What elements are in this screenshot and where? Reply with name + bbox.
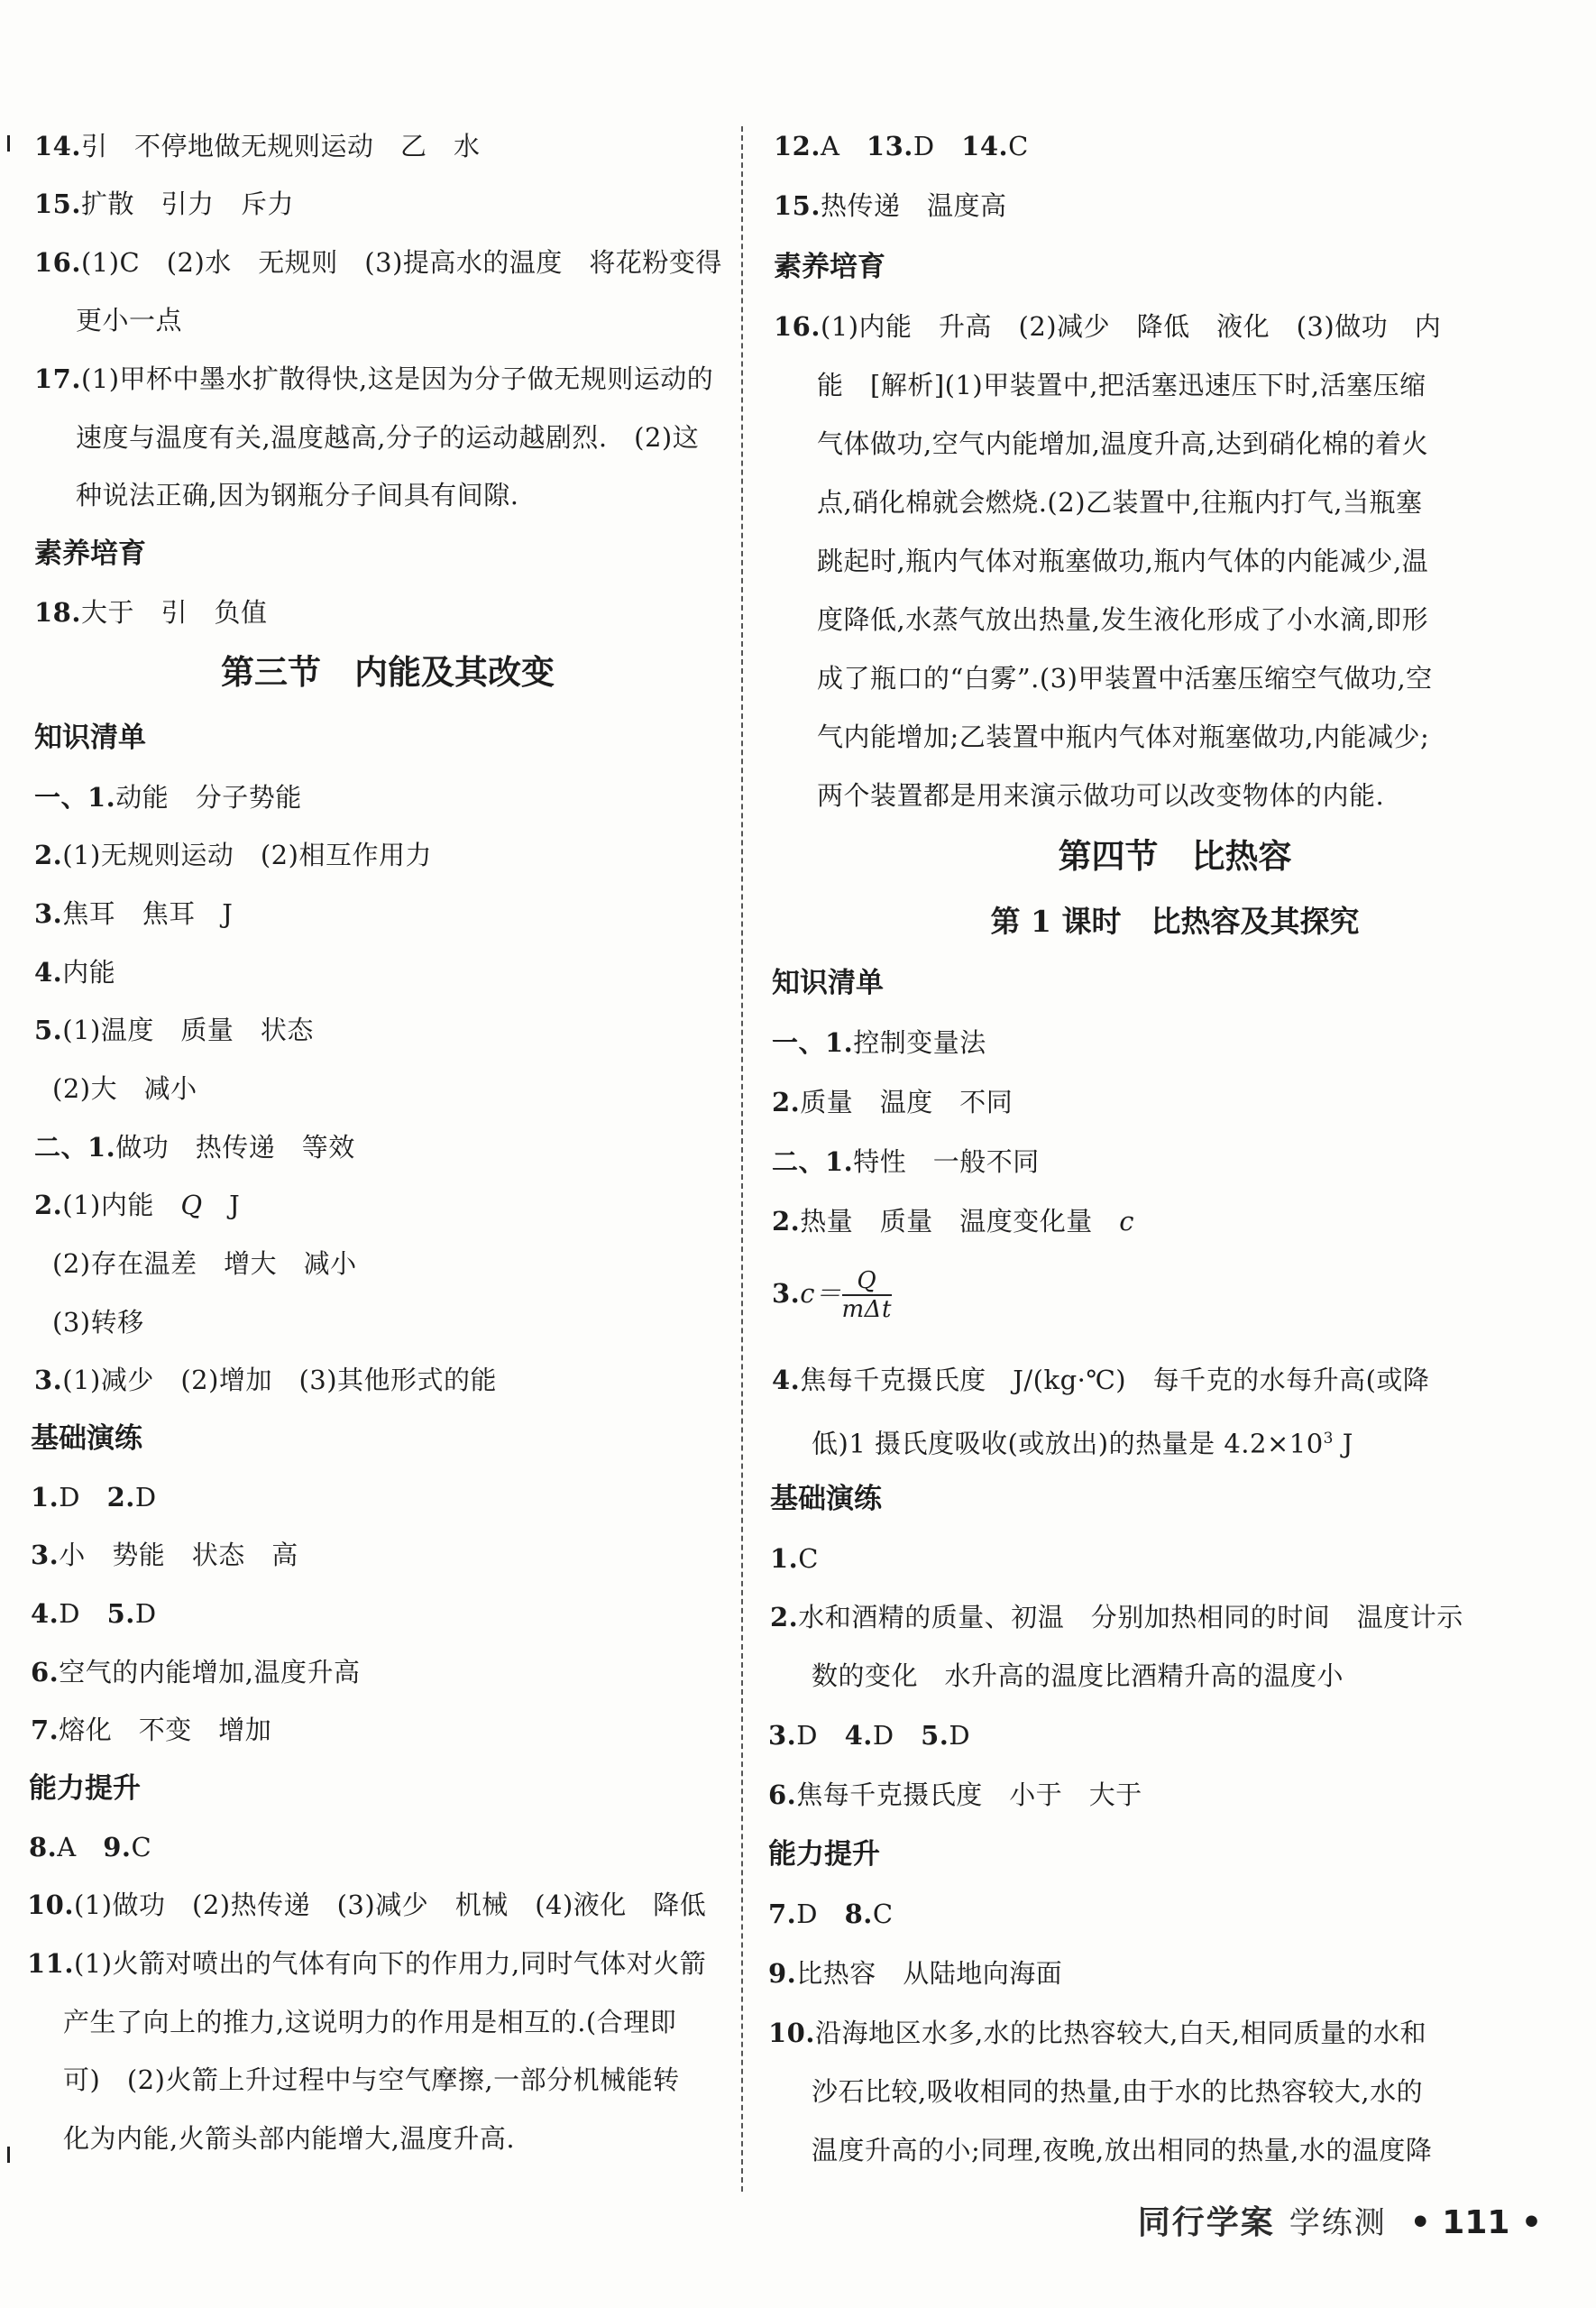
item-text: 焦耳 焦耳 J bbox=[62, 898, 234, 929]
answer-n11-line4: 化为内能,火箭头部内能增大,温度升高. bbox=[63, 2123, 516, 2154]
answer-text: D bbox=[949, 1720, 971, 1751]
heading-jichu-yanlian: 基础演练 bbox=[770, 1483, 882, 1515]
knowledge-1-2 bbox=[34, 837, 432, 873]
answer-q14 bbox=[34, 128, 480, 164]
knowledge-1-1 bbox=[772, 1025, 986, 1061]
item-number: 二、1. bbox=[34, 1132, 116, 1163]
answer-text: (1)内能 升高 (2)减少 降低 液化 (3)做功 内 bbox=[820, 311, 1442, 342]
fraction-denominator: mΔt bbox=[841, 1296, 892, 1323]
answer-text: D bbox=[872, 1720, 894, 1751]
item-text: 焦每千克摄氏度 J/(kg·℃) 每千克的水每升高(或降 bbox=[800, 1365, 1430, 1395]
answer-r16-line4: 点,硝化棉就会燃烧.(2)乙装置中,往瓶内打气,当瓶塞 bbox=[817, 487, 1423, 518]
question-number: 15. bbox=[34, 189, 81, 219]
answer-text: C bbox=[1008, 131, 1029, 161]
item-number: 3. bbox=[34, 1365, 63, 1395]
answer-n7-n8 bbox=[768, 1896, 894, 1932]
question-number: 5. bbox=[921, 1720, 949, 1751]
question-number: 17. bbox=[34, 363, 81, 394]
item-number: 3. bbox=[772, 1278, 801, 1309]
knowledge-2-2 bbox=[34, 1187, 240, 1223]
heading-jichu-yanlian: 基础演练 bbox=[31, 1422, 142, 1455]
question-number: 7. bbox=[768, 1899, 797, 1929]
answer-b7 bbox=[31, 1712, 271, 1748]
item-text: (1)温度 质量 状态 bbox=[62, 1015, 314, 1045]
question-number: 7. bbox=[31, 1715, 60, 1745]
item-text: 控制变量法 bbox=[853, 1027, 986, 1058]
answer-r15 bbox=[774, 188, 1006, 224]
lesson-title-1: 第 1 课时 比热容及其探究 bbox=[990, 904, 1360, 939]
question-number: 18. bbox=[34, 597, 81, 628]
knowledge-2-2b: (2)存在温差 增大 减小 bbox=[52, 1248, 357, 1279]
knowledge-2-4-line2 bbox=[812, 1421, 1353, 1462]
item-number: 4. bbox=[34, 957, 63, 988]
answer-text: C bbox=[131, 1832, 152, 1862]
answer-text: 焦每千克摄氏度 小于 大于 bbox=[796, 1779, 1142, 1810]
answer-q16-line1 bbox=[34, 244, 722, 280]
question-number: 1. bbox=[31, 1482, 60, 1513]
question-number: 1. bbox=[770, 1543, 799, 1574]
answer-text: D bbox=[134, 1482, 157, 1513]
answer-n10 bbox=[27, 1887, 706, 1923]
knowledge-1-1 bbox=[34, 779, 302, 815]
item-number: 二、1. bbox=[772, 1146, 854, 1177]
answer-q16-line2: 更小一点 bbox=[76, 305, 183, 336]
knowledge-2-2c: (3)转移 bbox=[52, 1307, 144, 1338]
answer-n11-line1 bbox=[27, 1945, 706, 1982]
footer-brand: 同行学案 bbox=[1137, 2204, 1275, 2241]
knowledge-1-5 bbox=[34, 1012, 314, 1048]
question-number: 8. bbox=[844, 1899, 873, 1929]
question-number: 14. bbox=[34, 131, 81, 161]
item-text: 热量 质量 温度变化量 bbox=[800, 1206, 1120, 1237]
question-number: 12. bbox=[774, 131, 821, 161]
answer-r16-line2: 能 [解析](1)甲装置中,把活塞迅速压下时,活塞压缩 bbox=[817, 370, 1426, 400]
section-title-3: 第三节 内能及其改变 bbox=[221, 653, 555, 692]
answer-text: 空气的内能增加,温度升高 bbox=[59, 1657, 361, 1687]
question-number: 9. bbox=[103, 1832, 132, 1862]
answer-r16-line1 bbox=[774, 308, 1441, 345]
heading-suyang-peiyu: 素养培育 bbox=[34, 538, 146, 570]
question-number: 16. bbox=[774, 311, 821, 342]
item-number: 3. bbox=[34, 898, 63, 929]
question-number: 14. bbox=[961, 131, 1009, 161]
item-text: 低)1 摄氏度吸收(或放出)的热量是 4.2×10 bbox=[812, 1428, 1324, 1459]
answer-text: 水和酒精的质量、初温 分别加热相同的时间 温度计示 bbox=[798, 1602, 1463, 1632]
section-title-4: 第四节 比热容 bbox=[1058, 837, 1292, 876]
item-text: (1)无规则运动 (2)相互作用力 bbox=[62, 840, 432, 870]
answer-n8-n9 bbox=[29, 1829, 151, 1865]
heading-suyang-peiyu: 素养培育 bbox=[774, 251, 885, 283]
item-number: 一、1. bbox=[772, 1027, 854, 1058]
answer-n10-line1 bbox=[768, 2015, 1426, 2051]
answer-text: D bbox=[59, 1598, 81, 1629]
answer-text: A bbox=[57, 1832, 77, 1862]
knowledge-2-4-line1 bbox=[772, 1362, 1429, 1398]
answer-b3 bbox=[31, 1537, 298, 1573]
knowledge-1-2 bbox=[772, 1084, 1013, 1120]
answer-text: (1)火箭对喷出的气体有向下的作用力,同时气体对火箭 bbox=[73, 1948, 707, 1979]
item-number: 2. bbox=[34, 840, 63, 870]
answer-b2-line2: 数的变化 水升高的温度比酒精升高的温度小 bbox=[812, 1660, 1344, 1691]
answer-r16-line7: 成了瓶口的“白雾”.(3)甲装置中活塞压缩空气做功,空 bbox=[817, 663, 1433, 694]
answer-r16-line8: 气内能增加;乙装置中瓶内气体对瓶塞做功,内能减少; bbox=[817, 722, 1430, 752]
answer-text: 沿海地区水多,水的比热容较大,白天,相同质量的水和 bbox=[814, 2018, 1427, 2048]
answer-text: 小 势能 状态 高 bbox=[59, 1540, 298, 1570]
answer-q17-line2: 速度与温度有关,温度越高,分子的运动越剧烈. (2)这 bbox=[76, 422, 700, 453]
heading-zhishi-qingdan: 知识清单 bbox=[34, 722, 146, 754]
knowledge-2-3-formula bbox=[772, 1266, 892, 1323]
heading-nengli-tisheng: 能力提升 bbox=[29, 1772, 141, 1805]
question-number: 3. bbox=[768, 1720, 797, 1751]
item-text: 质量 温度 不同 bbox=[800, 1087, 1014, 1117]
answer-r16-line6: 度降低,水蒸气放出热量,发生液化形成了小水滴,即形 bbox=[817, 604, 1429, 635]
question-number: 4. bbox=[31, 1598, 60, 1629]
answer-text: A bbox=[820, 131, 840, 161]
edge-mark-top bbox=[7, 135, 10, 152]
answer-text: 比热容 从陆地向海面 bbox=[796, 1958, 1063, 1989]
heading-zhishi-qingdan: 知识清单 bbox=[772, 967, 884, 999]
answer-r16-line3: 气体做功,空气内能增加,温度升高,达到硝化棉的着火 bbox=[817, 428, 1429, 459]
answer-text: (1)做功 (2)热传递 (3)减少 机械 (4)液化 降低 bbox=[73, 1890, 707, 1920]
answer-q15 bbox=[34, 186, 294, 222]
answer-b3-b5 bbox=[768, 1717, 970, 1753]
formula-lhs: c＝ bbox=[800, 1278, 842, 1309]
question-number: 2. bbox=[770, 1602, 799, 1632]
answer-text: 扩散 引力 斥力 bbox=[80, 189, 294, 219]
item-text: 特性 一般不同 bbox=[853, 1146, 1040, 1177]
answer-text: 引 不停地做无规则运动 乙 水 bbox=[80, 131, 481, 161]
item-text: 内能 bbox=[62, 957, 116, 988]
answer-text: D bbox=[796, 1720, 819, 1751]
question-number: 16. bbox=[34, 247, 81, 278]
question-number: 11. bbox=[27, 1948, 74, 1979]
question-number: 5. bbox=[106, 1598, 135, 1629]
answer-r16-line9: 两个装置都是用来演示做功可以改变物体的内能. bbox=[817, 780, 1385, 811]
item-text: (1)内能 bbox=[62, 1190, 181, 1220]
answer-text: (1)C (2)水 无规则 (3)提高水的温度 将花粉变得 bbox=[80, 247, 722, 278]
answer-n9 bbox=[768, 1955, 1062, 1991]
answer-text: D bbox=[796, 1899, 819, 1929]
question-number: 13. bbox=[866, 131, 913, 161]
question-number: 6. bbox=[768, 1779, 797, 1810]
answer-b1-b2 bbox=[31, 1479, 157, 1515]
answer-b4-b5 bbox=[31, 1595, 157, 1632]
answer-r12-r14 bbox=[774, 128, 1029, 164]
question-number: 2. bbox=[106, 1482, 135, 1513]
answer-text: D bbox=[59, 1482, 81, 1513]
knowledge-1-4 bbox=[34, 954, 115, 990]
answer-text: (1)甲杯中墨水扩散得快,这是因为分子做无规则运动的 bbox=[80, 363, 714, 394]
answer-b1 bbox=[770, 1540, 819, 1577]
answer-q18 bbox=[34, 594, 267, 630]
item-text: (1)减少 (2)增加 (3)其他形式的能 bbox=[62, 1365, 498, 1395]
item-number: 2. bbox=[34, 1190, 63, 1220]
symbol-c: c bbox=[1119, 1206, 1135, 1237]
answer-q17-line3: 种说法正确,因为钢瓶分子间具有间隙. bbox=[76, 480, 519, 510]
answer-n10-line2: 沙石比较,吸收相同的热量,由于水的比热容较大,水的 bbox=[812, 2076, 1424, 2107]
answer-b2-line1 bbox=[770, 1599, 1463, 1635]
answer-text: C bbox=[872, 1899, 894, 1929]
answer-n11-line3: 可) (2)火箭上升过程中与空气摩擦,一部分机械能转 bbox=[63, 2064, 680, 2095]
knowledge-2-3 bbox=[34, 1362, 497, 1398]
question-number: 8. bbox=[29, 1832, 58, 1862]
question-number: 3. bbox=[31, 1540, 60, 1570]
column-divider bbox=[741, 126, 743, 2192]
knowledge-2-1 bbox=[772, 1144, 1040, 1180]
fraction bbox=[842, 1267, 892, 1323]
item-text-tail: J bbox=[1333, 1428, 1353, 1459]
answer-q17-line1 bbox=[34, 361, 713, 397]
page-number: • 111 • bbox=[1409, 2204, 1542, 2241]
question-number: 10. bbox=[768, 2018, 815, 2048]
question-number: 10. bbox=[27, 1890, 74, 1920]
answer-text: 大于 引 负值 bbox=[80, 597, 268, 628]
answer-text: 熔化 不变 增加 bbox=[59, 1715, 272, 1745]
item-text: 动能 分子势能 bbox=[115, 782, 302, 813]
answer-text: C bbox=[798, 1543, 819, 1574]
item-number: 4. bbox=[772, 1365, 801, 1395]
edge-mark-bottom bbox=[7, 2147, 10, 2163]
answer-n10-line3: 温度升高的小;同理,夜晚,放出相同的热量,水的温度降 bbox=[812, 2135, 1433, 2165]
footer-subtitle: 学练测 bbox=[1289, 2205, 1387, 2241]
fraction-numerator: Q bbox=[842, 1267, 892, 1296]
answer-n11-line2: 产生了向上的推力,这说明力的作用是相互的.(合理即 bbox=[63, 2007, 677, 2037]
answer-b6 bbox=[768, 1777, 1142, 1813]
item-number: 一、1. bbox=[34, 782, 116, 813]
item-number: 2. bbox=[772, 1087, 801, 1117]
heading-nengli-tisheng: 能力提升 bbox=[768, 1838, 880, 1871]
question-number: 15. bbox=[774, 190, 821, 221]
answer-text: D bbox=[134, 1598, 157, 1629]
question-number: 9. bbox=[768, 1958, 797, 1989]
item-text: 做功 热传递 等效 bbox=[115, 1132, 355, 1163]
symbol-q: Q bbox=[180, 1190, 203, 1220]
exponent: 3 bbox=[1323, 1430, 1334, 1448]
knowledge-1-5b: (2)大 减小 bbox=[52, 1073, 197, 1104]
knowledge-2-1 bbox=[34, 1129, 355, 1165]
question-number: 4. bbox=[844, 1720, 873, 1751]
knowledge-1-3 bbox=[34, 896, 233, 932]
knowledge-2-2 bbox=[772, 1203, 1134, 1239]
item-text-tail: J bbox=[202, 1190, 241, 1220]
answer-r16-line5: 跳起时,瓶内气体对瓶塞做功,瓶内气体的内能减少,温 bbox=[817, 546, 1429, 576]
page-footer bbox=[1138, 2197, 1542, 2243]
question-number: 6. bbox=[31, 1657, 60, 1687]
item-number: 5. bbox=[34, 1015, 63, 1045]
item-number: 2. bbox=[772, 1206, 801, 1237]
answer-b6 bbox=[31, 1654, 361, 1690]
answer-text: 热传递 温度高 bbox=[820, 190, 1007, 221]
answer-text: D bbox=[913, 131, 935, 161]
